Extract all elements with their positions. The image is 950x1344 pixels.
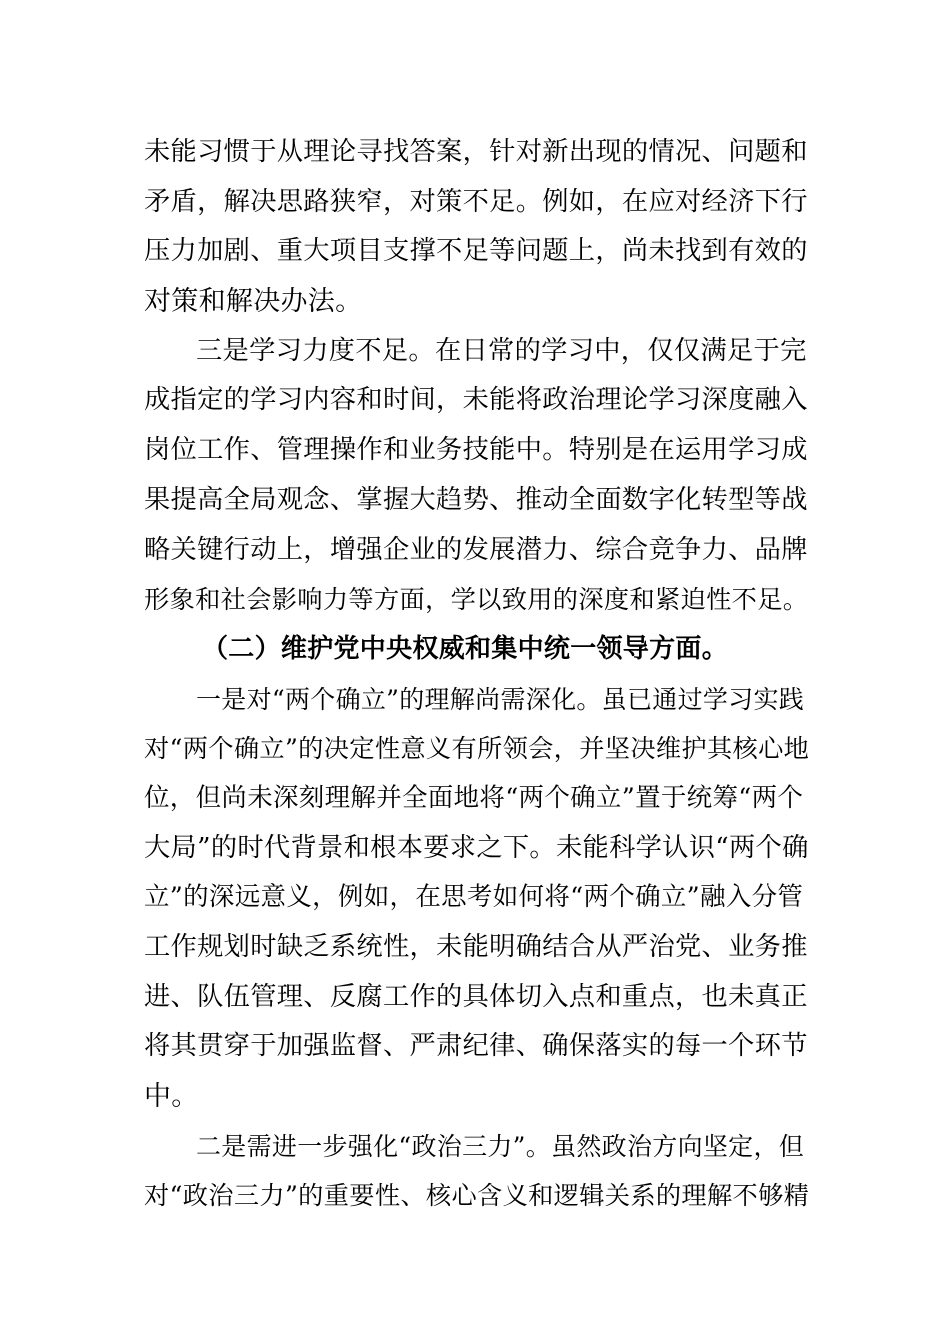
body-line: 工作规划时缺乏系统性，未能明确结合从严治党、业务推 [144,932,808,962]
body-line: 压力加剧、重大项目支撑不足等问题上，尚未找到有效的 [144,236,808,267]
body-line: 岗位工作、管理操作和业务技能中。特别是在运用学习成 [144,435,808,466]
body-line: 立”的深远意义，例如，在思考如何将“两个确立”融入分管 [144,882,804,913]
body-line: 对“政治三力”的重要性、核心含义和逻辑关系的理解不够精 [144,1181,810,1211]
body-line: 进、队伍管理、反腐工作的具体切入点和重点，也未真正 [144,981,808,1012]
paragraph-start-line: 二是需进一步强化“政治三力”。虽然政治方向坚定，但 [196,1131,805,1161]
document-body [144,128,808,1221]
body-line: 果提高全局观念、掌握大趋势、推动全面数字化转型等战 [144,484,808,515]
body-line: 中。 [144,1081,199,1113]
body-line: 矛盾，解决思路狭窄，对策不足。例如，在应对经济下行 [144,186,808,217]
body-line: 对策和解决办法。 [144,286,363,318]
section-heading: （二）维护党中央权威和集中统一领导方面。 [202,633,729,664]
body-line: 对“两个确立”的决定性意义有所领会，并坚决维护其核心地 [144,734,810,764]
body-line: 成指定的学习内容和时间，未能将政治理论学习深度融入 [144,385,808,416]
body-line: 大局”的时代背景和根本要求之下。未能科学认识“两个确 [144,832,809,863]
paragraph-start-line: 一是对“两个确立”的理解尚需深化。虽已通过学习实践 [196,684,805,714]
body-line: 形象和社会影响力等方面，学以致用的深度和紧迫性不足。 [144,585,809,615]
body-line: 未能习惯于从理论寻找答案，针对新出现的情况、问题和 [144,137,808,167]
body-line: 将其贯穿于加强监督、严肃纪律、确保落实的每一个环节 [144,1031,808,1062]
body-line: 位，但尚未深刻理解并全面地将“两个确立”置于统筹“两个 [144,782,804,813]
paragraph-start-line: 三是学习力度不足。在日常的学习中，仅仅满足于完 [196,335,807,366]
body-line: 略关键行动上，增强企业的发展潜力、综合竞争力、品牌 [144,534,808,565]
